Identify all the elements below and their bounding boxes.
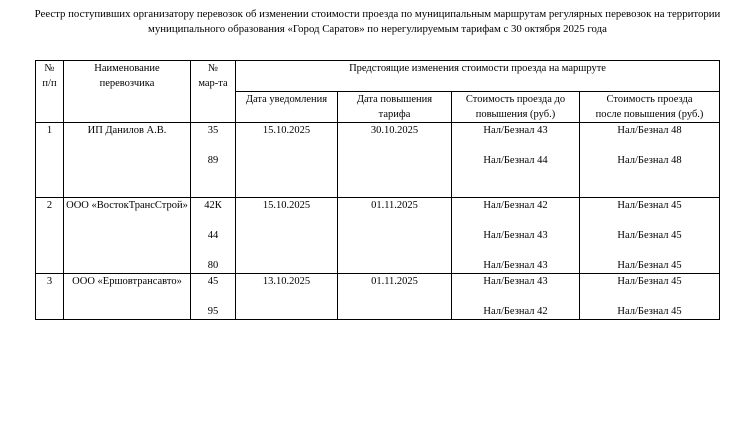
route-number: 95	[207, 306, 219, 317]
route-number: 89	[207, 155, 219, 166]
header-price-after-line-1: Стоимость проезда	[606, 94, 693, 105]
price-before-value: Нал/Безнал 43	[483, 260, 548, 271]
price-after-value: Нал/Безнал 45	[617, 276, 682, 287]
cell-price-after	[580, 274, 720, 320]
price-after-value: Нал/Безнал 45	[617, 200, 682, 211]
price-after-value: Нал/Безнал 45	[617, 260, 682, 271]
header-carrier-line-2: перевозчика	[99, 78, 155, 89]
header-route-line-1: №	[207, 63, 219, 74]
price-before-value: Нал/Безнал 43	[483, 125, 548, 136]
cell-notice-date: 15.10.2025	[236, 123, 338, 198]
header-route-line-2: мар-та	[198, 78, 228, 89]
table-row	[36, 198, 720, 274]
header-price-after-line-2: после повышения (руб.)	[595, 109, 704, 120]
header-carrier	[64, 61, 191, 123]
cell-raise-date: 01.11.2025	[338, 274, 452, 320]
price-after-value: Нал/Безнал 48	[617, 125, 682, 136]
route-number: 35	[207, 125, 219, 136]
header-raise-date-line-2: тарифа	[378, 109, 411, 120]
header-route	[191, 61, 236, 123]
cell-price-before	[452, 198, 580, 274]
tariff-registry-table	[35, 60, 720, 320]
price-after-value: Нал/Безнал 45	[617, 230, 682, 241]
header-group: Предстоящие изменения стоимости проезда на маршруте	[236, 61, 720, 92]
route-number: 42К	[204, 200, 222, 211]
cell-num: 1	[36, 123, 64, 198]
header-num-line-1: №	[44, 63, 55, 74]
cell-price-before	[452, 123, 580, 198]
cell-price-before	[452, 274, 580, 320]
title-line-2: муниципального образования «Город Саратов» по нерегулируемым тарифам с 30 октября 2025 года	[148, 23, 607, 35]
cell-notice-date: 15.10.2025	[236, 198, 338, 274]
cell-notice-date: 13.10.2025	[236, 274, 338, 320]
table-row	[36, 274, 720, 320]
price-after-value: Нал/Безнал 45	[617, 306, 682, 317]
header-notice-date: Дата уведомления	[236, 92, 338, 123]
cell-price-after	[580, 198, 720, 274]
cell-num: 2	[36, 198, 64, 274]
header-raise-date	[338, 92, 452, 123]
price-after-value: Нал/Безнал 48	[617, 155, 682, 166]
cell-routes	[191, 123, 236, 198]
title-line-1: Реестр поступивших организатору перевозок об изменении стоимости проезда по муниципальным маршрутам регулярных перевозок на территории	[34, 8, 721, 20]
document-title	[0, 7, 755, 37]
cell-num: 3	[36, 274, 64, 320]
cell-raise-date: 30.10.2025	[338, 123, 452, 198]
price-before-value: Нал/Безнал 43	[483, 276, 548, 287]
header-price-before	[452, 92, 580, 123]
cell-routes	[191, 274, 236, 320]
cell-routes	[191, 198, 236, 274]
cell-carrier: ИП Данилов А.В.	[64, 123, 191, 198]
header-carrier-line-1: Наименование	[94, 63, 160, 74]
cell-raise-date: 01.11.2025	[338, 198, 452, 274]
header-num-line-2: п/п	[42, 78, 57, 89]
header-num	[36, 61, 64, 123]
price-before-value: Нал/Безнал 43	[483, 230, 548, 241]
table-row	[36, 123, 720, 198]
header-price-before-line-2: повышения (руб.)	[475, 109, 556, 120]
header-price-before-line-1: Стоимость проезда до	[465, 94, 566, 105]
cell-carrier: ООО «Ершовтрансавто»	[64, 274, 191, 320]
cell-carrier: ООО «ВостокТрансСтрой»	[64, 198, 191, 274]
route-number: 44	[207, 230, 219, 241]
route-number: 45	[207, 276, 219, 287]
price-before-value: Нал/Безнал 42	[483, 200, 548, 211]
header-raise-date-line-1: Дата повышения	[356, 94, 433, 105]
header-price-after	[580, 92, 720, 123]
route-number: 80	[207, 260, 219, 271]
price-before-value: Нал/Безнал 42	[483, 306, 548, 317]
price-before-value: Нал/Безнал 44	[483, 155, 548, 166]
cell-price-after	[580, 123, 720, 198]
